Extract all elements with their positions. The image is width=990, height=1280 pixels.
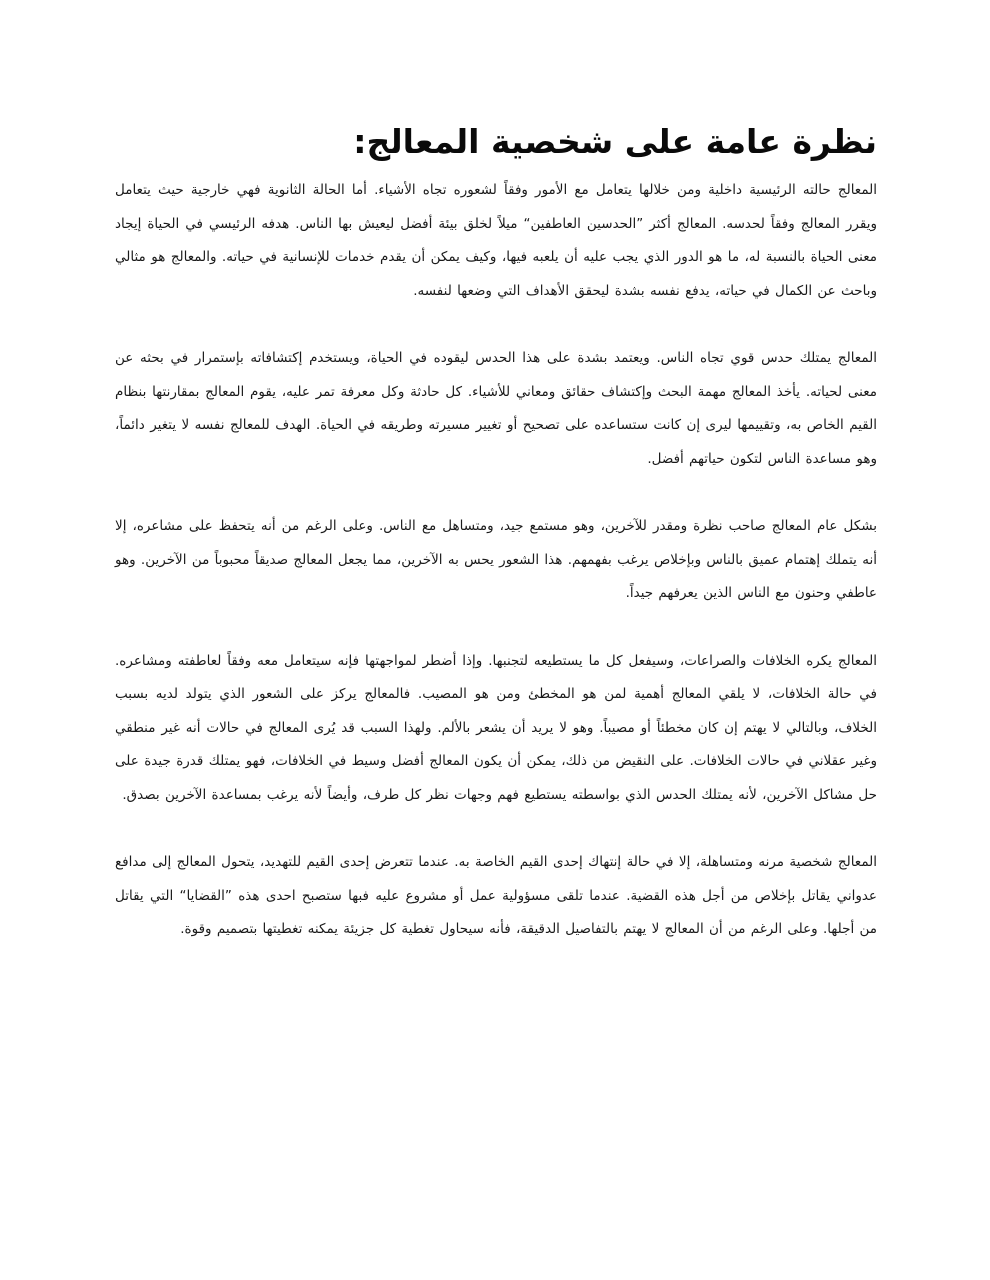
paragraph-5: المعالج شخصية مرنه ومتساهلة، إلا في حالة إنتهاك إحدى القيم الخاصة به. عندما تتعرض إحدى القيم للتهديد، يتحول المعالج إلى مدافع عدواني يقاتل بإخلاص من أجل هذه القضية. عندما تلقى مسؤولية عمل أو مشروع عليه فبها ستصبح احدى هذه ”القضايا“ التي يقاتل من أجلها. وعلى الرغم من أن المعالج لا يهتم بالتفاصيل الدقيقة، فأنه سيحاول تغطية كل جزيئة يمكنه تغطيتها بتصميم وقوة.: [115, 854, 877, 937]
paragraph-1: المعالج حالته الرئيسية داخلية ومن خلالها يتعامل مع الأمور وفقاً لشعوره تجاه الأشياء. أما الحالة الثانوية فهي خارجية حيث يتعامل ويقرر المعالج وفقاً لحدسه. المعالج أكثر ”الحدسين العاطفين“ ميلاً لخلق بيئة أفضل ليعيش بها الناس. هدفه الرئيسي في الحياة إيجاد معنى الحياة بالنسبة له، ما هو الدور الذي يجب عليه أن يلعبه فيها، وكيف يمكن أن يقدم خدمات للإنسانية في حياته. والمعالج هو مثالي وباحث عن الكمال في حياته، يدفع نفسه بشدة ليحقق الأهداف التي وضعها لنفسه.: [115, 182, 877, 299]
document-body: [115, 118, 877, 947]
paragraph-4: المعالج يكره الخلافات والصراعات، وسيفعل كل ما يستطيعه لتجنبها. وإذا أضطر لمواجهتها فإنه سيتعامل معه وفقاً لعاطفته ومشاعره. في حالة الخلافات، لا يلقي المعالج أهمية لمن هو المخطئ ومن هو المصيب. فالمعالج يركز على الشعور الذي يتولد لديه بسبب الخلاف، وبالتالي لا يهتم إن كان مخطئاً أو مصيباً. وهو لا يريد أن يشعر بالألم. ولهذا السبب قد يُرى المعالج في حالات أنه غير منطقي وغير عقلاني في حالات الخلافات. على النقيض من ذلك، يمكن أن يكون المعالج أفضل وسيط في الخلافات، فهو يمتلك قدرة جيدة على حل مشاكل الآخرين، لأنه يمتلك الحدس الذي بواسطته يستطيع فهم وجهات نظر كل طرف، وأيضاً لأنه يرغب بمساعدة الآخرين بصدق.: [115, 652, 877, 803]
paragraph-2: المعالج يمتلك حدس قوي تجاه الناس. ويعتمد بشدة على هذا الحدس ليقوده في الحياة، ويستخدم إكتشافاته بإستمرار في بحثه عن معنى لحياته. يأخذ المعالج مهمة البحث وإكتشاف حقائق ومعاني للأشياء. كل حادثة وكل معرفة تمر عليه، يقوم المعالج بمقارنتها بنظام القيم الخاص به، وتقييمها ليرى إن كانت ستساعده على تصحيح أو تغيير مسيرته وطريقه في الحياة. الهدف للمعالج نفسه لا يتغير دائماً، وهو مساعدة الناس لتكون حياتهم أفضل.: [115, 350, 877, 467]
paragraph-3: بشكل عام المعالج صاحب نظرة ومقدر للآخرين، وهو مستمع جيد، ومتساهل مع الناس. وعلى الرغم من أنه يتحفظ على مشاعره، إلا أنه يتملك إهتمام عميق بالناس وبإخلاص يرغب بفهمهم. هذا الشعور يحس به الآخرين، مما يجعل المعالج صديقاً محبوباً من الآخرين. وهو عاطفي وحنون مع الناس الذين يعرفهم جيداً.: [115, 518, 877, 601]
page-title: نظرة عامة على شخصية المعالج:: [353, 122, 877, 161]
